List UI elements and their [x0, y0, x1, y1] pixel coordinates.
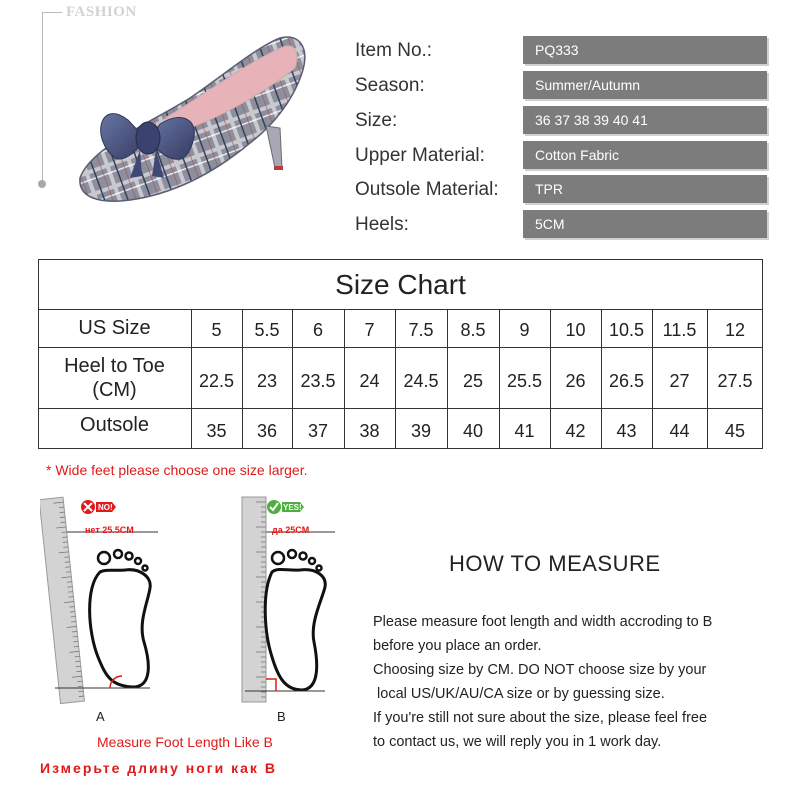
us-size-cell: 6	[312, 320, 323, 340]
spec-label-item-no: Item No.:	[355, 40, 433, 61]
how-to-line: Choosing size by CM. DO NOT choose size by your	[373, 662, 707, 678]
outsole-cell: 37	[307, 421, 329, 441]
heel-to-toe-cell: 27.5	[717, 371, 753, 391]
how-to-line: If you're still not sure about the size, please feel free	[373, 710, 708, 726]
heel-to-toe-cell: 26	[565, 371, 586, 391]
outsole-cell: 44	[669, 421, 690, 441]
row-label-heel-to-toe: Heel to Toe	[64, 355, 165, 377]
heel-to-toe-cell: 24.5	[403, 371, 439, 391]
outsole-cell: 40	[462, 421, 484, 441]
measure-caption-en: Measure Foot Length Like B	[97, 734, 273, 750]
brand-watermark: FASHION	[66, 4, 137, 20]
row-label-us-size: US Size	[78, 317, 151, 339]
spec-label-size: Size:	[355, 110, 398, 131]
corner-line-v	[42, 12, 43, 182]
us-size-cell: 10	[565, 320, 586, 340]
heel-to-toe-cell: 25.5	[506, 371, 543, 391]
diagram-letter-a: A	[96, 709, 105, 724]
heel-to-toe-cell: 23.5	[300, 371, 336, 391]
outsole-cell: 45	[724, 421, 746, 441]
right-length-label: да 25CM	[272, 525, 310, 535]
how-to-line: before you place an order.	[373, 638, 542, 654]
how-to-line: local US/UK/AU/CA size or by guessing size.	[373, 686, 665, 702]
outsole-cell: 36	[256, 421, 278, 441]
how-to-line: to contact us, we will reply you in 1 work day.	[373, 734, 662, 750]
outsole-cell: 41	[514, 421, 535, 441]
outsole-cell: 42	[565, 421, 586, 441]
outsole-cell: 35	[206, 421, 227, 441]
wide-feet-note: * Wide feet please choose one size larger.	[46, 462, 308, 478]
table-rule	[38, 309, 763, 310]
table-rule	[38, 408, 763, 409]
no-badge: NO!	[98, 503, 113, 512]
spec-label-outsole-material: Outsole Material:	[355, 179, 499, 200]
spec-value-season: Summer/Autumn	[523, 71, 767, 99]
row-label-heel-to-toe-unit: (CM)	[92, 379, 137, 401]
heel-to-toe-cell: 23	[256, 371, 278, 391]
measure-caption-ru: Измерьте длину ноги как В	[40, 760, 277, 776]
spec-value-size: 36 37 38 39 40 41	[523, 106, 767, 134]
yes-badge: YES!	[283, 503, 302, 512]
outsole-cell: 43	[616, 421, 637, 441]
shoe-image	[70, 28, 325, 213]
wrong-length-label: нет 25.5CM	[85, 525, 134, 535]
us-size-cell: 5	[211, 320, 222, 340]
corner-line-h	[42, 12, 62, 13]
heel-to-toe-cell: 26.5	[608, 371, 645, 391]
outsole-cell: 39	[410, 421, 432, 441]
spec-label-season: Season:	[355, 75, 425, 96]
heel-to-toe-cell: 25	[462, 371, 484, 391]
spec-value-item-no: PQ333	[523, 36, 767, 64]
us-size-cell: 12	[724, 320, 746, 340]
spec-label-upper-material: Upper Material:	[355, 145, 485, 166]
outsole-cell: 38	[359, 421, 380, 441]
us-size-cell: 11.5	[662, 320, 697, 340]
heel-to-toe-cell: 27	[669, 371, 690, 391]
us-size-cell: 9	[519, 320, 530, 340]
size-chart-title: Size Chart	[335, 269, 466, 300]
spec-value-heels: 5CM	[523, 210, 767, 238]
us-size-cell: 7	[364, 320, 375, 340]
table-rule	[38, 347, 763, 348]
spec-label-heels: Heels:	[355, 214, 409, 235]
how-to-line: Please measure foot length and width accroding to B	[373, 614, 713, 630]
row-label-outsole: Outsole	[80, 414, 149, 436]
corner-dot	[38, 180, 46, 188]
us-size-cell: 5.5	[254, 320, 280, 340]
heel-to-toe-cell: 24	[359, 371, 380, 391]
spec-value-upper-material: Cotton Fabric	[523, 141, 767, 169]
diagram-letter-b: B	[277, 709, 286, 724]
spec-value-outsole-material: TPR	[523, 175, 767, 203]
us-size-cell: 10.5	[608, 320, 645, 340]
how-to-measure-title: HOW TO MEASURE	[449, 551, 661, 576]
us-size-cell: 8.5	[460, 320, 486, 340]
us-size-cell: 7.5	[408, 320, 434, 340]
heel-to-toe-cell: 22.5	[198, 371, 235, 391]
